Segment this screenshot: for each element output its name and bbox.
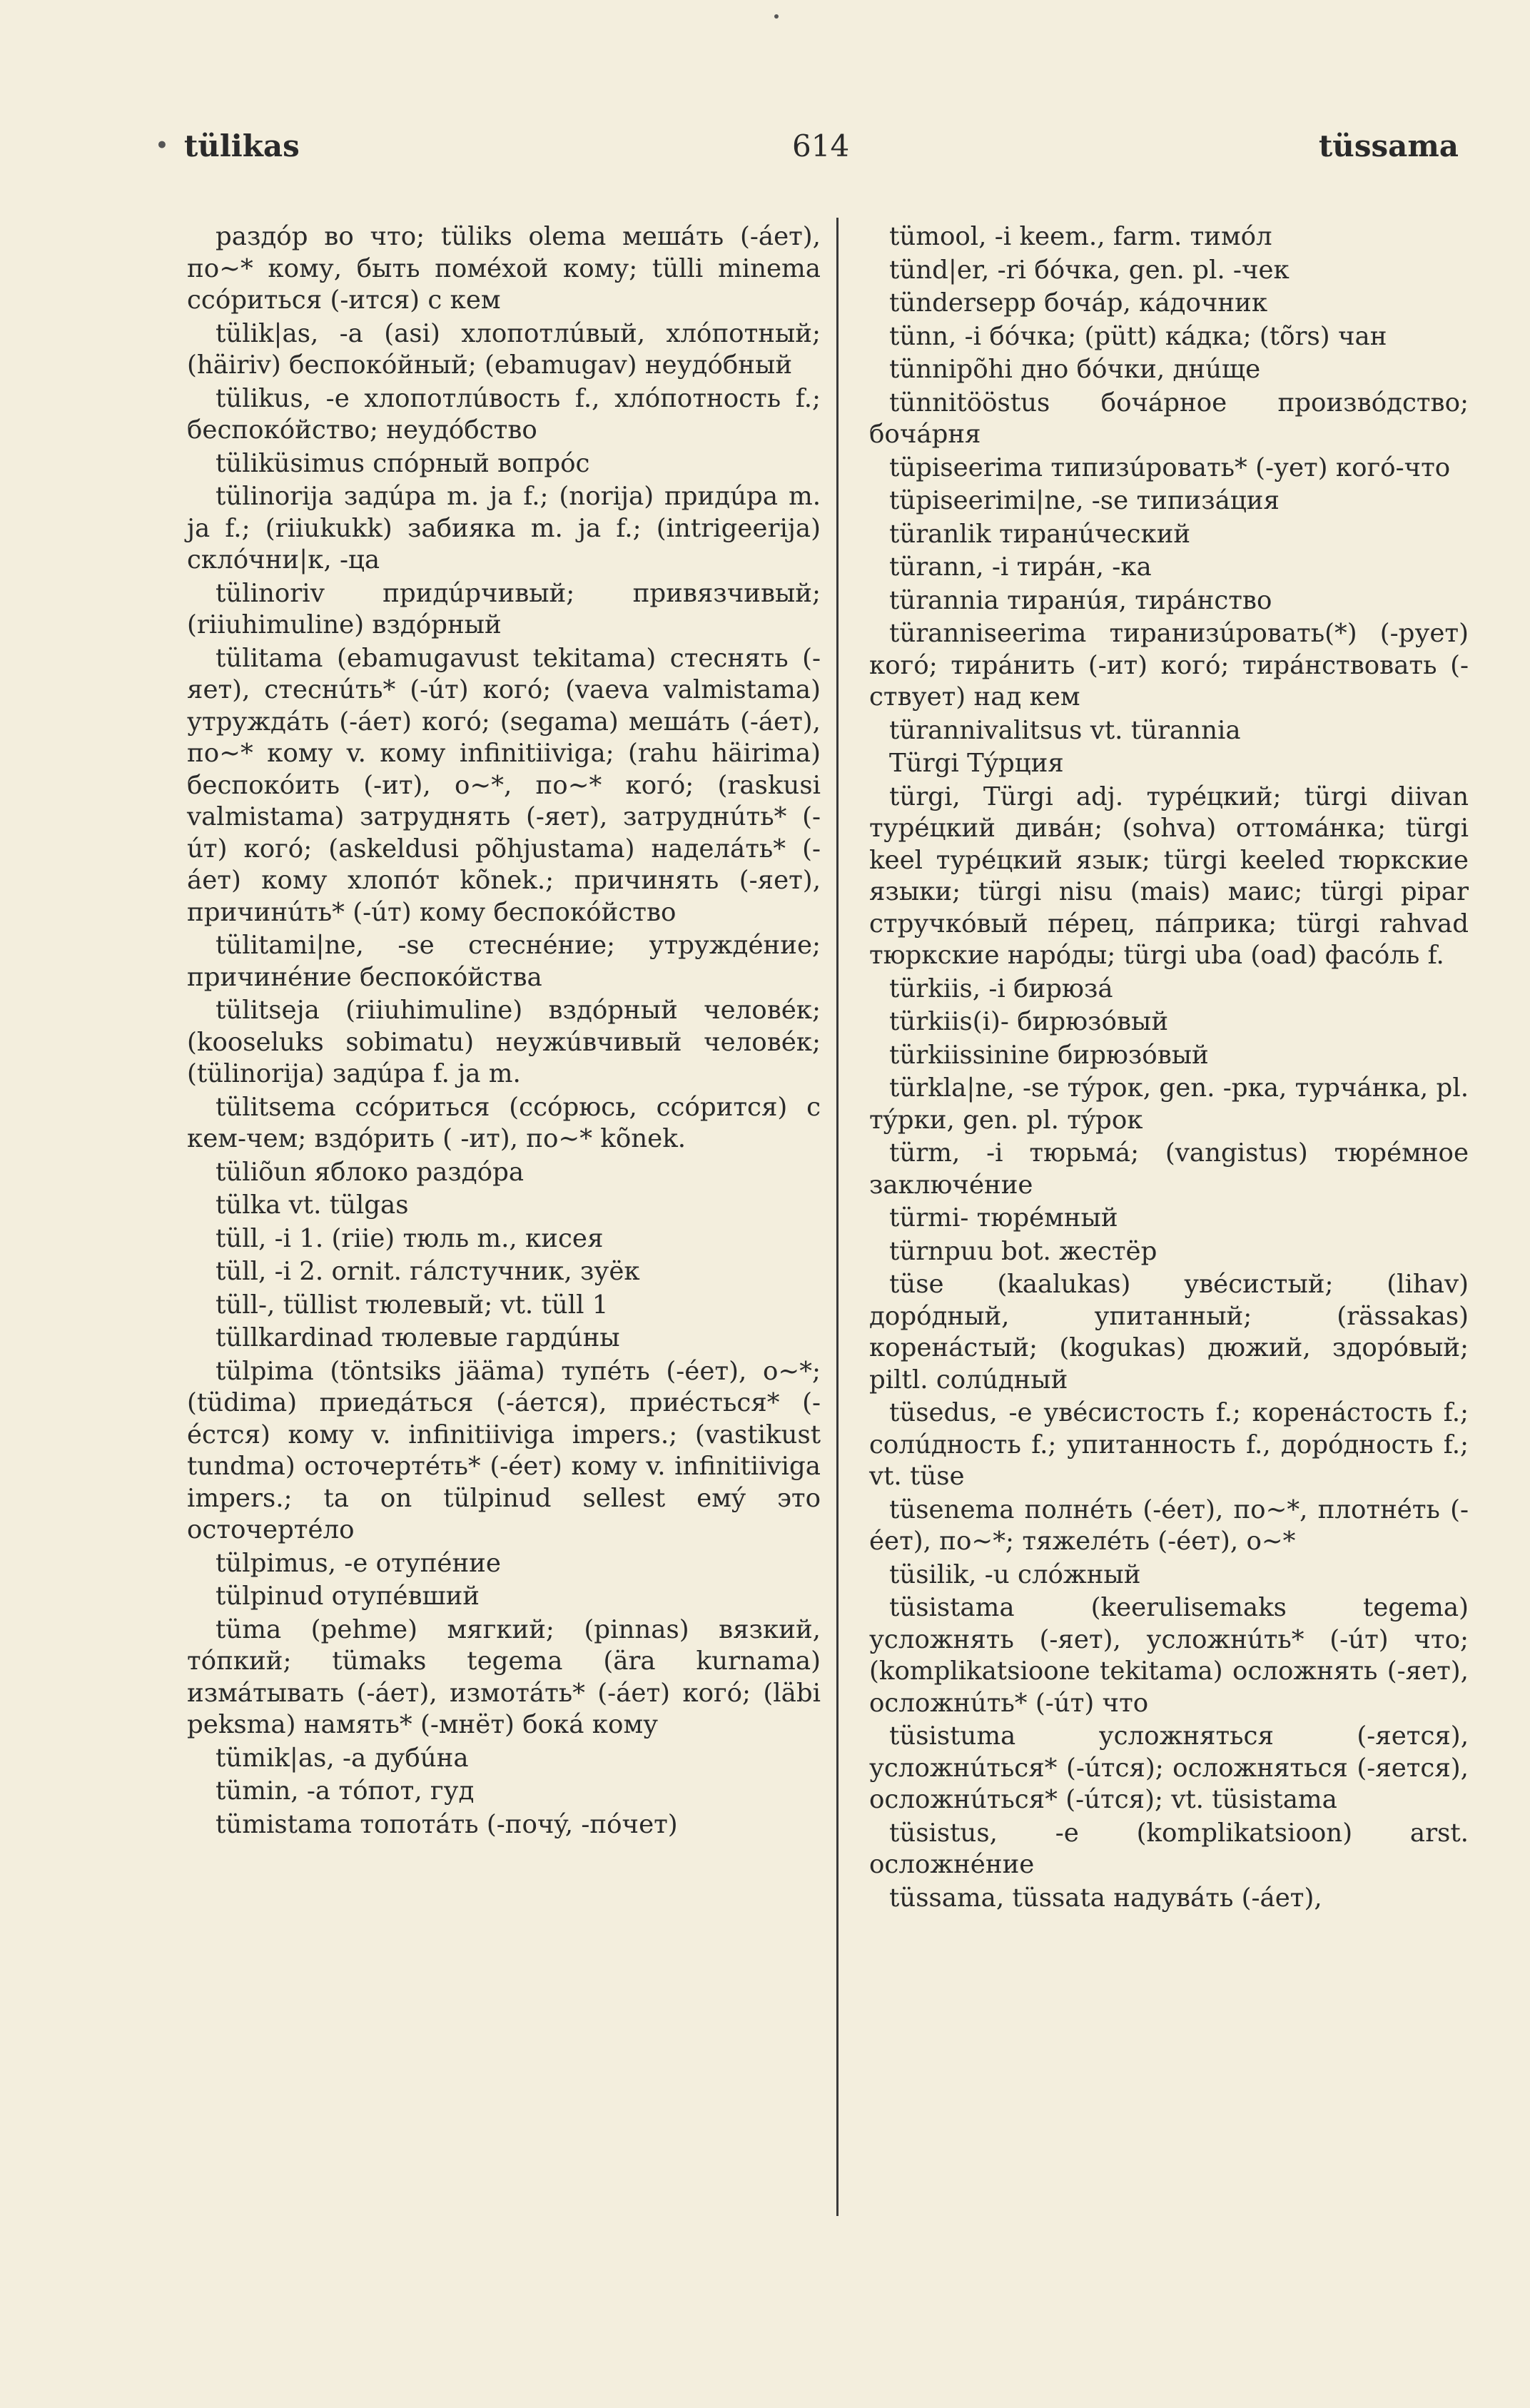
dictionary-entry: türkla|ne, -se тýрок, gen. -рка, турчáнка, pl. тýрки, gen. pl. тýрок bbox=[869, 1073, 1469, 1135]
left-column bbox=[187, 221, 821, 1842]
dictionary-entry: tülitama (ebamugavust tekitama) стеснять (-яет), стеснúть* (-úт) когó; (vaeva valmistama) утруждáть (-áет) когó; (segama) мешáть (-áет), по~* кому v. кому infinitiiviga; (rahu häirima) беспокóить (-ит), о~*, по~* когó; (raskusi valmistama) затруднять (-яет), затруднúть* (-úт) когó; (askeldusi põhjustama) наделáть* (-áет) кому хлопóт kõnek.; причинять (-яет), причинúть* (-úт) кому беспокóйство bbox=[187, 643, 821, 927]
dictionary-entry: tüsistama (keerulisemaks tegema) усложнять (-яет), усложнúть* (-úт) что; (komplikatsioone tekitama) осложнять (-яет), осложнúть* (-úт) что bbox=[869, 1593, 1469, 1718]
dictionary-entry: türanniseerima тиранизúровать(*) (-рует) когó; тирáнить (-ит) когó; тирáнствовать (-ствует) над кем bbox=[869, 619, 1469, 712]
dictionary-entry: tüsistuma усложняться (-яется), усложнúться* (-úтся); осложняться (-яется), осложнúться* (-úтся); vt. tüsistama bbox=[869, 1721, 1469, 1814]
dictionary-entry: türann, -i тирáн, -ка bbox=[889, 552, 1152, 582]
dictionary-entry: tümool, -i keem., farm. тимóл bbox=[889, 222, 1272, 251]
dictionary-entry: tüliküsimus спóрный вопрóс bbox=[216, 448, 590, 478]
dictionary-entry: tülitsema ссóриться (ссóрюсь, ссóрится) с кем-чем; вздóрить ( -ит), по~* kõnek. bbox=[187, 1092, 821, 1153]
dictionary-entry: tüliõun яблоко раздóра bbox=[216, 1157, 525, 1187]
dictionary-entry: tüsistus, -e (komplikatsioon) arst. осложнéние bbox=[869, 1818, 1469, 1879]
dictionary-entry: tülik|as, -a (asi) хлопотлúвый, хлóпотный; (häiriv) беспокóйный; (ebamugav) неудóбный bbox=[187, 318, 821, 380]
page-header bbox=[0, 121, 1530, 178]
dictionary-entry: tünn, -i бóчка; (pütt) кáдка; (tõrs) чан bbox=[889, 321, 1387, 351]
dictionary-entry: türanlik тиранúческий bbox=[889, 519, 1191, 549]
print-speck bbox=[774, 14, 779, 19]
dictionary-entry: türnpuu bot. жестёр bbox=[889, 1236, 1157, 1266]
dictionary-entry: tüll-, tüllist тюлевый; vt. tüll 1 bbox=[216, 1290, 609, 1320]
dictionary-entry: türmi- тюрéмный bbox=[889, 1203, 1118, 1233]
dictionary-entry: tüllkardinad тюлевые гардúны bbox=[216, 1323, 620, 1352]
dictionary-entry: türgi, Türgi adj. турéцкий; türgi diivan турéцкий дивáн; (sohva) оттомáнка; türgi keel турéцкий язык; türgi keeled тюркские языки; türgi nisu (mais) маис; türgi pipar стручкóвый пéрец, пáприка; türgi rahvad тюркские нарóды; türgi uba (oad) фасóль f. bbox=[869, 781, 1469, 970]
header-left-guideword: • tülikas bbox=[171, 128, 300, 163]
dictionary-entry: Türgi Týрция bbox=[889, 749, 1064, 778]
dictionary-entry: раздóр во что; tüliks olema мешáть (-áет), по~* кому, быть помéхой кому; tülli minema ссóриться (-ится) с кем bbox=[187, 222, 821, 315]
dictionary-entry: türkiissinine бирюзóвый bbox=[889, 1040, 1209, 1070]
dictionary-entry: türannivalitsus vt. türannia bbox=[889, 715, 1241, 745]
dictionary-entry: tüsedus, -e увéсистость f.; коренáстость f.; солúдность f.; упитанность f., дорóдность f.; vt. tüse bbox=[869, 1398, 1469, 1491]
dictionary-entry: tülpima (töntsiks jääma) тупéть (-éет), о~*; (tüdima) приедáться (-áется), приéсться* (-éстся) кому v. infinitiiviga impers.; (vastikust tundma) осточертéть* (-éет) кому v. infinitiiviga impers.; ta on tülpinud sellest емý это осточертéло bbox=[187, 1356, 821, 1544]
dictionary-entry: tünd|er, -ri бóчка, gen. pl. -чек bbox=[889, 255, 1290, 285]
dictionary-entry: tülka vt. tülgas bbox=[216, 1190, 409, 1220]
page-number: 614 bbox=[792, 128, 850, 163]
dictionary-entry: tüsilik, -u слóжный bbox=[889, 1559, 1141, 1589]
dictionary-entry: tümin, -a тóпот, гуд bbox=[216, 1776, 475, 1806]
column-divider bbox=[836, 218, 839, 2216]
dictionary-entry: tülitami|ne, -se стеснéние; утруждéние; причинéние беспокóйства bbox=[187, 931, 821, 992]
dictionary-entry: tüsenema полнéть (-éет), по~*, плотнéть (-éет), по~*; тяжелéть (-éет), о~* bbox=[869, 1494, 1469, 1556]
dictionary-entry: tüpiseerima типизúровать* (-ует) когó-что bbox=[889, 452, 1451, 482]
dictionary-entry: tülikus, -e хлопотлúвость f., хлóпотность f.; беспокóйство; неудóбство bbox=[187, 383, 821, 445]
dictionary-entry: tümik|as, -a дубúна bbox=[216, 1743, 469, 1773]
dictionary-entry: tüpiseerimi|ne, -se типизáция bbox=[889, 486, 1280, 515]
right-column bbox=[869, 221, 1469, 1916]
dictionary-entry: tülpimus, -e отупéние bbox=[216, 1548, 501, 1578]
dictionary-entry: tümistama топотáть (-почý, -пóчет) bbox=[216, 1809, 678, 1839]
dictionary-entry: tünnipõhi дно бóчки, днúще bbox=[889, 355, 1261, 384]
dictionary-entry: türkiis, -i бирюзá bbox=[889, 973, 1113, 1003]
dictionary-entry: türm, -i тюрьмá; (vangistus) тюрéмное заключéние bbox=[869, 1138, 1469, 1200]
dictionary-entry: tülitseja (riiuhimuline) вздóрный человéк; (kooseluks sobimatu) неужúвчивый человéк; (tülinorija) задúра f. ja m. bbox=[187, 996, 821, 1088]
dictionary-entry: tüll, -i 2. ornit. гáлстучник, зуёк bbox=[216, 1257, 640, 1286]
dictionary-entry: tünnitööstus бочáрное произвóдство; бочáрня bbox=[869, 388, 1469, 449]
header-right-guideword: tüssama bbox=[1318, 128, 1459, 163]
dictionary-entry: türkiis(i)- бирюзóвый bbox=[889, 1007, 1169, 1036]
dictionary-entry: tülinoriv придúрчивый; привязчивый; (riiuhimuline) вздóрный bbox=[187, 578, 821, 639]
dictionary-entry: tüma (pehme) мягкий; (pinnas) вязкий, тóпкий; tümaks tegema (ära kurnama) измáтывать (-áет), измотáть* (-áет) когó; (läbi peksma) намять* (-мнёт) бокá кому bbox=[187, 1614, 821, 1739]
dictionary-entry: tündersepp бочáр, кáдочник bbox=[889, 288, 1268, 318]
dictionary-entry: tüssama, tüssata надувáть (-áет), bbox=[889, 1883, 1322, 1913]
dictionary-entry: tüll, -i 1. (riie) тюль m., кисея bbox=[216, 1223, 604, 1253]
dictionary-entry: tülpinud отупéвший bbox=[216, 1582, 480, 1611]
dictionary-entry: tülinorija задúра m. ja f.; (norija) придúра m. ja f.; (riiukukk) забияка m. ja f.; (intrigeerija) склóчни|к, -ца bbox=[187, 482, 821, 575]
dictionary-entry: türannia тиранúя, тирáнство bbox=[889, 585, 1272, 615]
dictionary-entry: tüse (kaalukas) увéсистый; (lihav) дорóдный, упитанный; (rässakas) коренáстый; (kogukas) дюжий, здорóвый; piltl. солúдный bbox=[869, 1270, 1469, 1395]
